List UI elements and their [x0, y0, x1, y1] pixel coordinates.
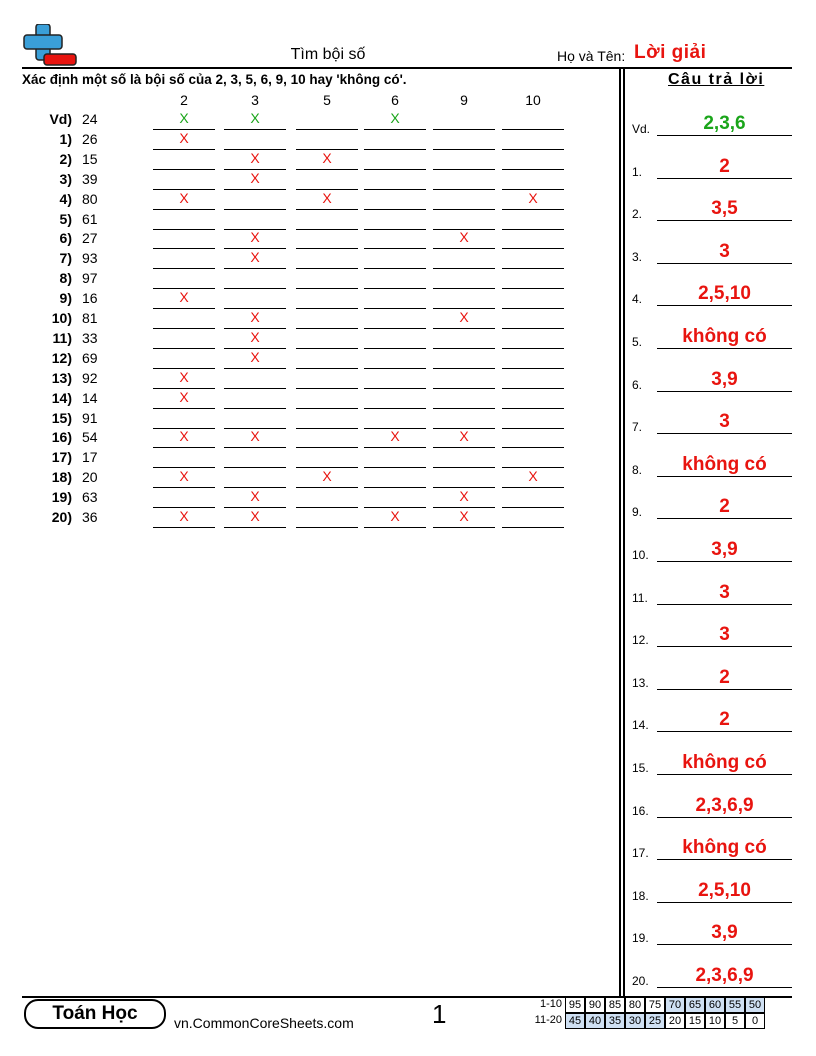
answer-cell	[364, 269, 426, 289]
answer-cell	[153, 229, 215, 249]
answer-value: 2	[657, 155, 792, 179]
answer-cell: X	[502, 190, 564, 210]
answer-cell	[502, 269, 564, 289]
answer-label: 3.	[632, 249, 643, 264]
answer-cell	[433, 349, 495, 369]
problem-number: 39	[82, 170, 98, 187]
answer-cell	[296, 309, 358, 329]
answer-value: 2	[657, 495, 792, 519]
answer-cell	[433, 329, 495, 349]
problem-label: 3)	[59, 170, 72, 187]
answer-value: 2,5,10	[657, 879, 792, 903]
answer-cell	[433, 249, 495, 269]
problem-label: 4)	[59, 190, 72, 207]
answer-cell	[502, 210, 564, 230]
answer-cell	[502, 170, 564, 190]
answer-cell	[224, 269, 286, 289]
answer-cell	[502, 448, 564, 468]
problem-number: 20	[82, 469, 98, 486]
problem-number: 61	[82, 210, 98, 227]
answer-cell	[433, 369, 495, 389]
answer-cell	[153, 448, 215, 468]
answer-cell: X	[433, 488, 495, 508]
problem-label: 5)	[59, 210, 72, 227]
answer-cell: X	[153, 468, 215, 488]
answer-cell	[224, 448, 286, 468]
score-cell: 95	[565, 997, 585, 1013]
answer-cell	[364, 448, 426, 468]
answer-cell	[364, 150, 426, 170]
answer-cell: X	[433, 508, 495, 528]
answer-cell	[224, 369, 286, 389]
answers-heading: Câu trả lời	[668, 71, 765, 88]
answer-value: 2	[657, 708, 792, 732]
instructions: Xác định một số là bội số của 2, 3, 5, 6, 9, 10 hay 'không có'.	[22, 72, 407, 87]
answer-cell	[433, 110, 495, 130]
answer-cell: X	[153, 369, 215, 389]
answer-value: không có	[657, 751, 792, 775]
answer-label: 16.	[632, 803, 649, 818]
answer-cell	[433, 190, 495, 210]
problem-number: 16	[82, 290, 98, 307]
answer-cell	[364, 488, 426, 508]
answer-value: 3,9	[657, 921, 792, 945]
column-header: 10	[525, 92, 541, 108]
answer-cell	[364, 389, 426, 409]
answer-cell	[364, 190, 426, 210]
answer-cell	[502, 488, 564, 508]
answer-cell	[296, 110, 358, 130]
answer-cell	[433, 150, 495, 170]
answer-cell	[433, 130, 495, 150]
answer-cell	[296, 488, 358, 508]
answer-cell	[364, 170, 426, 190]
score-cell: 40	[585, 1013, 605, 1029]
answer-cell	[296, 210, 358, 230]
answer-cell	[296, 508, 358, 528]
score-cell: 50	[745, 997, 765, 1013]
top-rule	[22, 67, 792, 69]
answer-cell: X	[364, 508, 426, 528]
answer-cell	[296, 130, 358, 150]
answer-cell	[364, 249, 426, 269]
answer-cell	[224, 210, 286, 230]
problem-number: 54	[82, 429, 98, 446]
answer-label: 4.	[632, 292, 643, 307]
problem-number: 91	[82, 409, 98, 426]
answer-value: 2,3,6	[657, 112, 792, 136]
answer-cell	[433, 289, 495, 309]
score-cell: 20	[665, 1013, 685, 1029]
problem-label: 1)	[59, 130, 72, 147]
score-cell: 5	[725, 1013, 745, 1029]
answer-label: 5.	[632, 335, 643, 349]
answer-cell: X	[296, 468, 358, 488]
answer-label: 6.	[632, 377, 643, 392]
answer-cell	[502, 289, 564, 309]
answer-cell	[296, 229, 358, 249]
answer-cell: X	[224, 249, 286, 269]
answer-cell: X	[433, 309, 495, 329]
answer-cell	[296, 289, 358, 309]
answer-cell	[502, 508, 564, 528]
answer-cell	[153, 150, 215, 170]
problem-number: 63	[82, 489, 98, 506]
problem-number: 33	[82, 329, 98, 346]
problem-number: 69	[82, 349, 98, 366]
problem-number: 17	[82, 449, 98, 466]
answer-cell	[153, 349, 215, 369]
problem-number: 80	[82, 190, 98, 207]
score-cell: 90	[585, 997, 605, 1013]
problem-number: 26	[82, 130, 98, 147]
page-title: Tìm bội số	[290, 46, 366, 63]
answer-cell	[433, 269, 495, 289]
problem-label: 17)	[51, 449, 72, 466]
problem-label: 15)	[51, 409, 72, 426]
answer-cell: X	[153, 508, 215, 528]
answer-cell	[433, 210, 495, 230]
answer-cell	[433, 170, 495, 190]
problem-label: 7)	[59, 250, 72, 267]
answer-cell	[296, 448, 358, 468]
column-header: 6	[391, 92, 399, 108]
answer-cell: X	[153, 428, 215, 448]
answer-cell	[153, 409, 215, 429]
column-divider	[623, 67, 625, 997]
answer-value: 3,9	[657, 368, 792, 392]
answer-value: 2,3,6,9	[657, 794, 792, 818]
answer-cell	[153, 210, 215, 230]
answer-label: 17.	[632, 846, 649, 861]
problem-number: 15	[82, 150, 98, 167]
answer-cell	[153, 249, 215, 269]
score-cell: 15	[685, 1013, 705, 1029]
answer-cell	[364, 229, 426, 249]
problem-label: 16)	[51, 429, 72, 446]
answer-label: 13.	[632, 675, 649, 690]
column-header: 3	[251, 92, 259, 108]
score-cell: 60	[705, 997, 725, 1013]
answer-value: 2,3,6,9	[657, 964, 792, 988]
problem-label: 11)	[52, 329, 72, 346]
answer-cell	[502, 349, 564, 369]
answer-cell	[433, 409, 495, 429]
answer-cell: X	[224, 329, 286, 349]
answer-cell	[433, 389, 495, 409]
answer-cell: X	[153, 130, 215, 150]
answer-cell	[296, 409, 358, 429]
score-row-label: 11-20	[534, 1014, 562, 1026]
problem-label: 13)	[51, 369, 72, 386]
answer-cell: X	[433, 428, 495, 448]
answer-cell: X	[153, 289, 215, 309]
answer-value: 3	[657, 410, 792, 434]
problem-label: 6)	[59, 230, 72, 247]
answer-cell: X	[224, 508, 286, 528]
problem-number: 93	[82, 250, 98, 267]
problem-number: 36	[82, 509, 98, 525]
answer-cell: X	[153, 190, 215, 210]
answer-label: 18.	[632, 888, 649, 903]
score-cell: 35	[605, 1013, 625, 1029]
column-header: 5	[323, 92, 331, 108]
answer-label: 12.	[632, 633, 649, 648]
answer-value: không có	[657, 836, 792, 860]
problem-label: 8)	[59, 270, 72, 287]
answer-cell	[224, 190, 286, 210]
score-row-label: 1-10	[539, 998, 562, 1010]
answer-cell	[364, 349, 426, 369]
answer-value: 3	[657, 240, 792, 264]
answer-value: 3	[657, 581, 792, 605]
answer-cell	[296, 170, 358, 190]
name-value: Lời giải	[634, 42, 707, 63]
answer-cell: X	[364, 428, 426, 448]
problem-label: 20)	[51, 509, 72, 525]
answer-cell: X	[224, 309, 286, 329]
score-cell: 80	[625, 997, 645, 1013]
answer-cell	[153, 329, 215, 349]
answer-cell	[364, 210, 426, 230]
problem-number: 27	[82, 230, 98, 247]
answer-cell	[153, 309, 215, 329]
answer-label: 14.	[632, 718, 649, 733]
answer-cell: X	[224, 150, 286, 170]
answer-value: 2,5,10	[657, 282, 792, 306]
problem-label: 2)	[59, 150, 72, 167]
answer-cell: X	[224, 110, 286, 130]
answer-cell	[153, 170, 215, 190]
answer-cell	[296, 269, 358, 289]
page-number: 1	[432, 999, 447, 1029]
answer-cell	[296, 249, 358, 269]
answer-label: 20.	[632, 974, 649, 988]
problem-label: 19)	[51, 489, 72, 506]
answer-cell	[364, 369, 426, 389]
answer-cell	[364, 409, 426, 429]
problem-number: 92	[82, 369, 98, 386]
answer-label: 7.	[632, 420, 643, 435]
answer-cell	[224, 389, 286, 409]
answer-value: 3,9	[657, 538, 792, 562]
answer-value: 2	[657, 666, 792, 690]
problem-label: 9)	[59, 290, 72, 307]
answer-cell	[502, 110, 564, 130]
answer-value: không có	[657, 453, 792, 477]
answer-cell: X	[224, 428, 286, 448]
answer-value: không có	[657, 325, 792, 349]
problem-number: 24	[82, 111, 98, 127]
score-cell: 75	[645, 997, 665, 1013]
answer-cell	[153, 488, 215, 508]
score-cell: 45	[565, 1013, 585, 1029]
answer-cell	[502, 249, 564, 269]
answer-cell	[433, 468, 495, 488]
answer-label: 19.	[632, 931, 649, 946]
answer-cell	[153, 269, 215, 289]
score-cell: 55	[725, 997, 745, 1013]
answer-label: 9.	[632, 505, 643, 520]
answer-cell	[502, 309, 564, 329]
answer-cell: X	[296, 190, 358, 210]
problem-label: 10)	[51, 310, 72, 326]
score-cell: 30	[625, 1013, 645, 1029]
problem-label: 14)	[51, 389, 72, 406]
answer-cell	[296, 329, 358, 349]
answer-cell: X	[224, 349, 286, 369]
score-cell: 0	[745, 1013, 765, 1029]
site-url: vn.CommonCoreSheets.com	[174, 1015, 354, 1031]
answer-cell	[296, 428, 358, 448]
answer-cell	[224, 130, 286, 150]
answer-cell	[433, 448, 495, 468]
score-cell: 70	[665, 997, 685, 1013]
problem-number: 14	[82, 389, 98, 406]
answer-cell	[224, 468, 286, 488]
name-label: Họ và Tên:	[557, 48, 626, 64]
answer-cell	[296, 349, 358, 369]
answer-cell	[364, 130, 426, 150]
problem-number: 97	[82, 270, 98, 287]
answer-cell: X	[224, 170, 286, 190]
answer-cell: X	[296, 150, 358, 170]
problem-number: 81	[82, 310, 98, 326]
column-header: 9	[460, 92, 468, 108]
answer-cell	[296, 389, 358, 409]
score-cell: 25	[645, 1013, 665, 1029]
score-cell: 85	[605, 997, 625, 1013]
answer-value: 3	[657, 623, 792, 647]
column-header: 2	[180, 92, 188, 108]
answer-cell: X	[433, 229, 495, 249]
problem-label: 12)	[51, 349, 72, 366]
answer-cell	[296, 369, 358, 389]
answer-cell	[502, 329, 564, 349]
answer-label: 11.	[632, 590, 648, 605]
answer-label: 15.	[632, 761, 649, 775]
answer-cell	[502, 389, 564, 409]
score-cell: 65	[685, 997, 705, 1013]
answer-label: 2.	[632, 207, 643, 222]
brand-badge: Toán Học	[24, 999, 166, 1029]
answer-cell: X	[502, 468, 564, 488]
column-divider	[619, 67, 621, 997]
answer-cell	[502, 409, 564, 429]
answer-cell	[502, 369, 564, 389]
answer-cell	[364, 309, 426, 329]
answer-cell	[224, 289, 286, 309]
answer-label: 10.	[632, 548, 649, 562]
answer-cell	[502, 150, 564, 170]
score-cell: 10	[705, 1013, 725, 1029]
problem-label: Vd)	[49, 111, 72, 127]
answer-cell	[364, 329, 426, 349]
answer-cell: X	[224, 229, 286, 249]
answer-cell: X	[364, 110, 426, 130]
answer-value: 3,5	[657, 197, 792, 221]
answer-cell	[502, 428, 564, 448]
answer-cell	[502, 130, 564, 150]
answer-cell	[224, 409, 286, 429]
answer-cell	[502, 229, 564, 249]
answer-label: 1.	[632, 164, 643, 179]
answer-cell: X	[153, 389, 215, 409]
problem-label: 18)	[51, 469, 72, 486]
answer-cell	[364, 468, 426, 488]
answer-cell: X	[224, 488, 286, 508]
answer-label: Vd.	[632, 122, 651, 136]
answer-cell	[364, 289, 426, 309]
answer-cell: X	[153, 110, 215, 130]
answer-label: 8.	[632, 462, 643, 477]
